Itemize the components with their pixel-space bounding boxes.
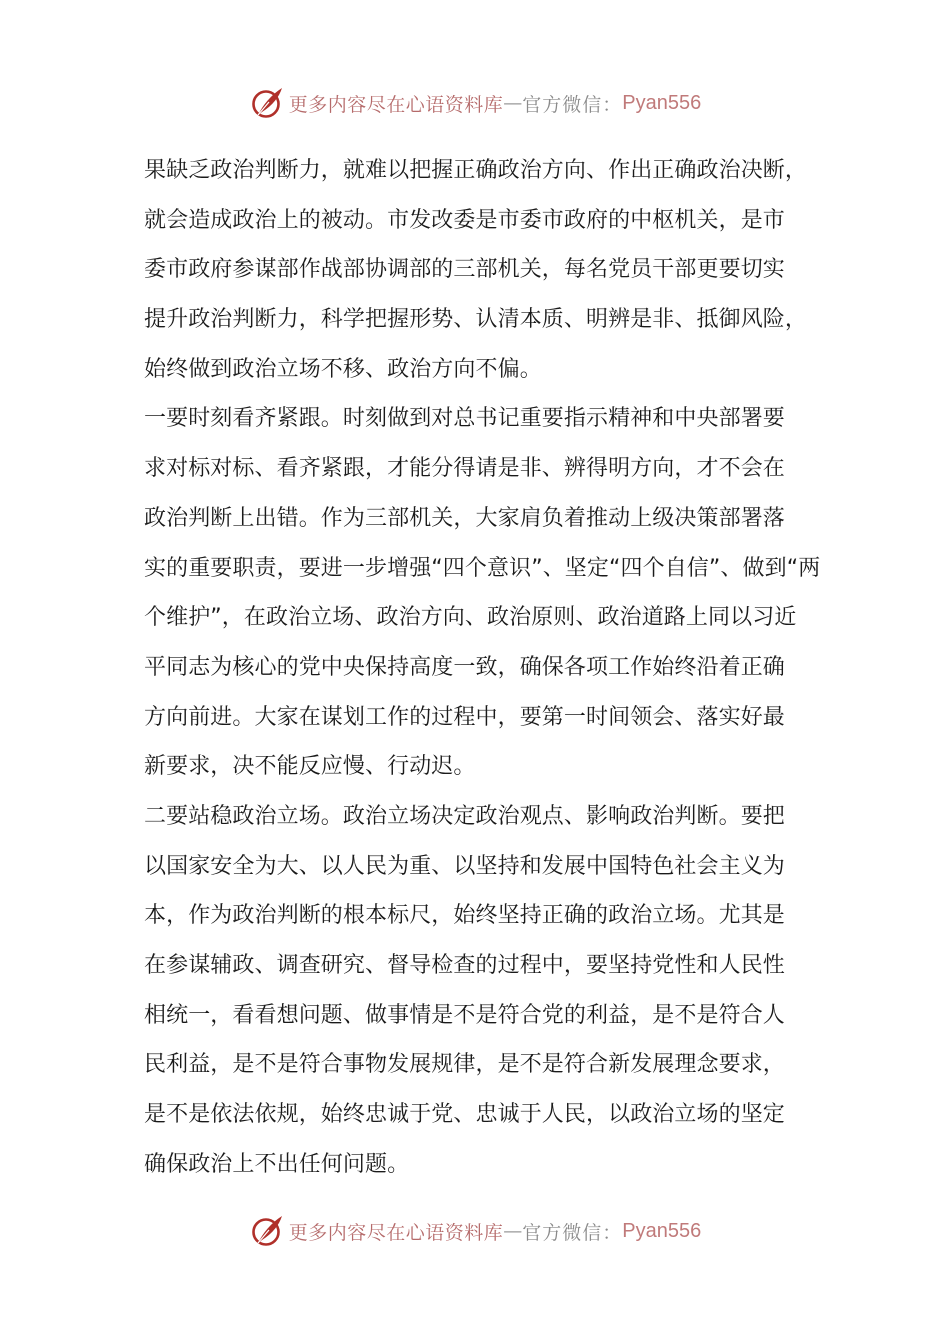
text-line: 就会造成政治上的被动。市发改委是市委市政府的中枢机关，是市 (144, 207, 785, 233)
text-line: 以国家安全为大、以人民为重、以坚持和发展中国特色社会主义为 (144, 853, 785, 879)
banner-dash: — (503, 1220, 523, 1242)
text-line: 本，作为政治判断的根本标尺，始终坚持正确的政治立场。尤其是 (144, 903, 785, 929)
footer-watermark-banner (0, 1211, 950, 1251)
banner-wechat-id: Pyan556 (622, 91, 702, 114)
text-line: 在参谋辅政、调查研究、督导检查的过程中，要坚持党性和人民性 (144, 953, 785, 978)
text-line: 求对标对标、看齐紧跟，才能分得请是非、辨得明方向，才不会在 (144, 456, 785, 482)
banner-dash: — (503, 92, 523, 114)
banner-main-text: 更多内容尽在心语资料库 (288, 1221, 504, 1244)
document-body (144, 146, 820, 1189)
text-line: 政治判断上出错。作为三部机关，大家肩负着推动上级决策部署落 (144, 505, 785, 531)
text-line: 提升政治判断力，科学把握形势、认清本质、明辨是非、抵御风险， (144, 307, 808, 333)
text-line: 是不是依法依规，始终忠诚于党、忠诚于人民，以政治立场的坚定 (144, 1102, 785, 1128)
text-line: 平同志为核心的党中央保持高度一致，确保各项工作始终沿着正确 (144, 654, 785, 680)
text-line: 委市政府参谋部作战部协调部的三部机关，每名党员干部更要切实 (144, 257, 785, 283)
banner-main-text: 更多内容尽在心语资料库 (288, 93, 504, 116)
text-line: 确保政治上不出任何问题。 (144, 1151, 410, 1177)
text-line: 二要站稳政治立场。政治立场决定政治观点、影响政治判断。要把 (144, 803, 785, 829)
text-line: 方向前进。大家在谋划工作的过程中，要第一时间领会、落实好最 (144, 704, 785, 730)
quill-logo-icon (249, 1213, 285, 1249)
text-line: 始终做到政治立场不移、政治方向不偏。 (144, 356, 542, 382)
text-line: 个维护”，在政治立场、政治方向、政治原则、政治道路上同以习近 (144, 605, 797, 631)
text-line: 果缺乏政治判断力，就难以把握正确政治方向、作出正确政治决断， (144, 158, 808, 183)
quill-logo-icon (249, 85, 285, 121)
text-line: 新要求，决不能反应慢、行动迟。 (144, 754, 476, 780)
text-line: 实的重要职责，要进一步增强“四个意识”、坚定“四个自信”、做到“两 (144, 555, 821, 581)
banner-wechat-label: 官方微信： (522, 93, 623, 116)
banner-wechat-label: 官方微信： (522, 1221, 623, 1244)
banner-wechat-id: Pyan556 (622, 1219, 702, 1242)
text-line: 民利益，是不是符合事物发展规律，是不是符合新发展理念要求， (144, 1052, 785, 1078)
text-line: 一要时刻看齐紧跟。时刻做到对总书记重要指示精神和中央部署要 (144, 406, 785, 432)
text-line: 相统一，看看想问题、做事情是不是符合党的利益，是不是符合人 (144, 1002, 785, 1028)
header-watermark-banner (0, 83, 950, 123)
